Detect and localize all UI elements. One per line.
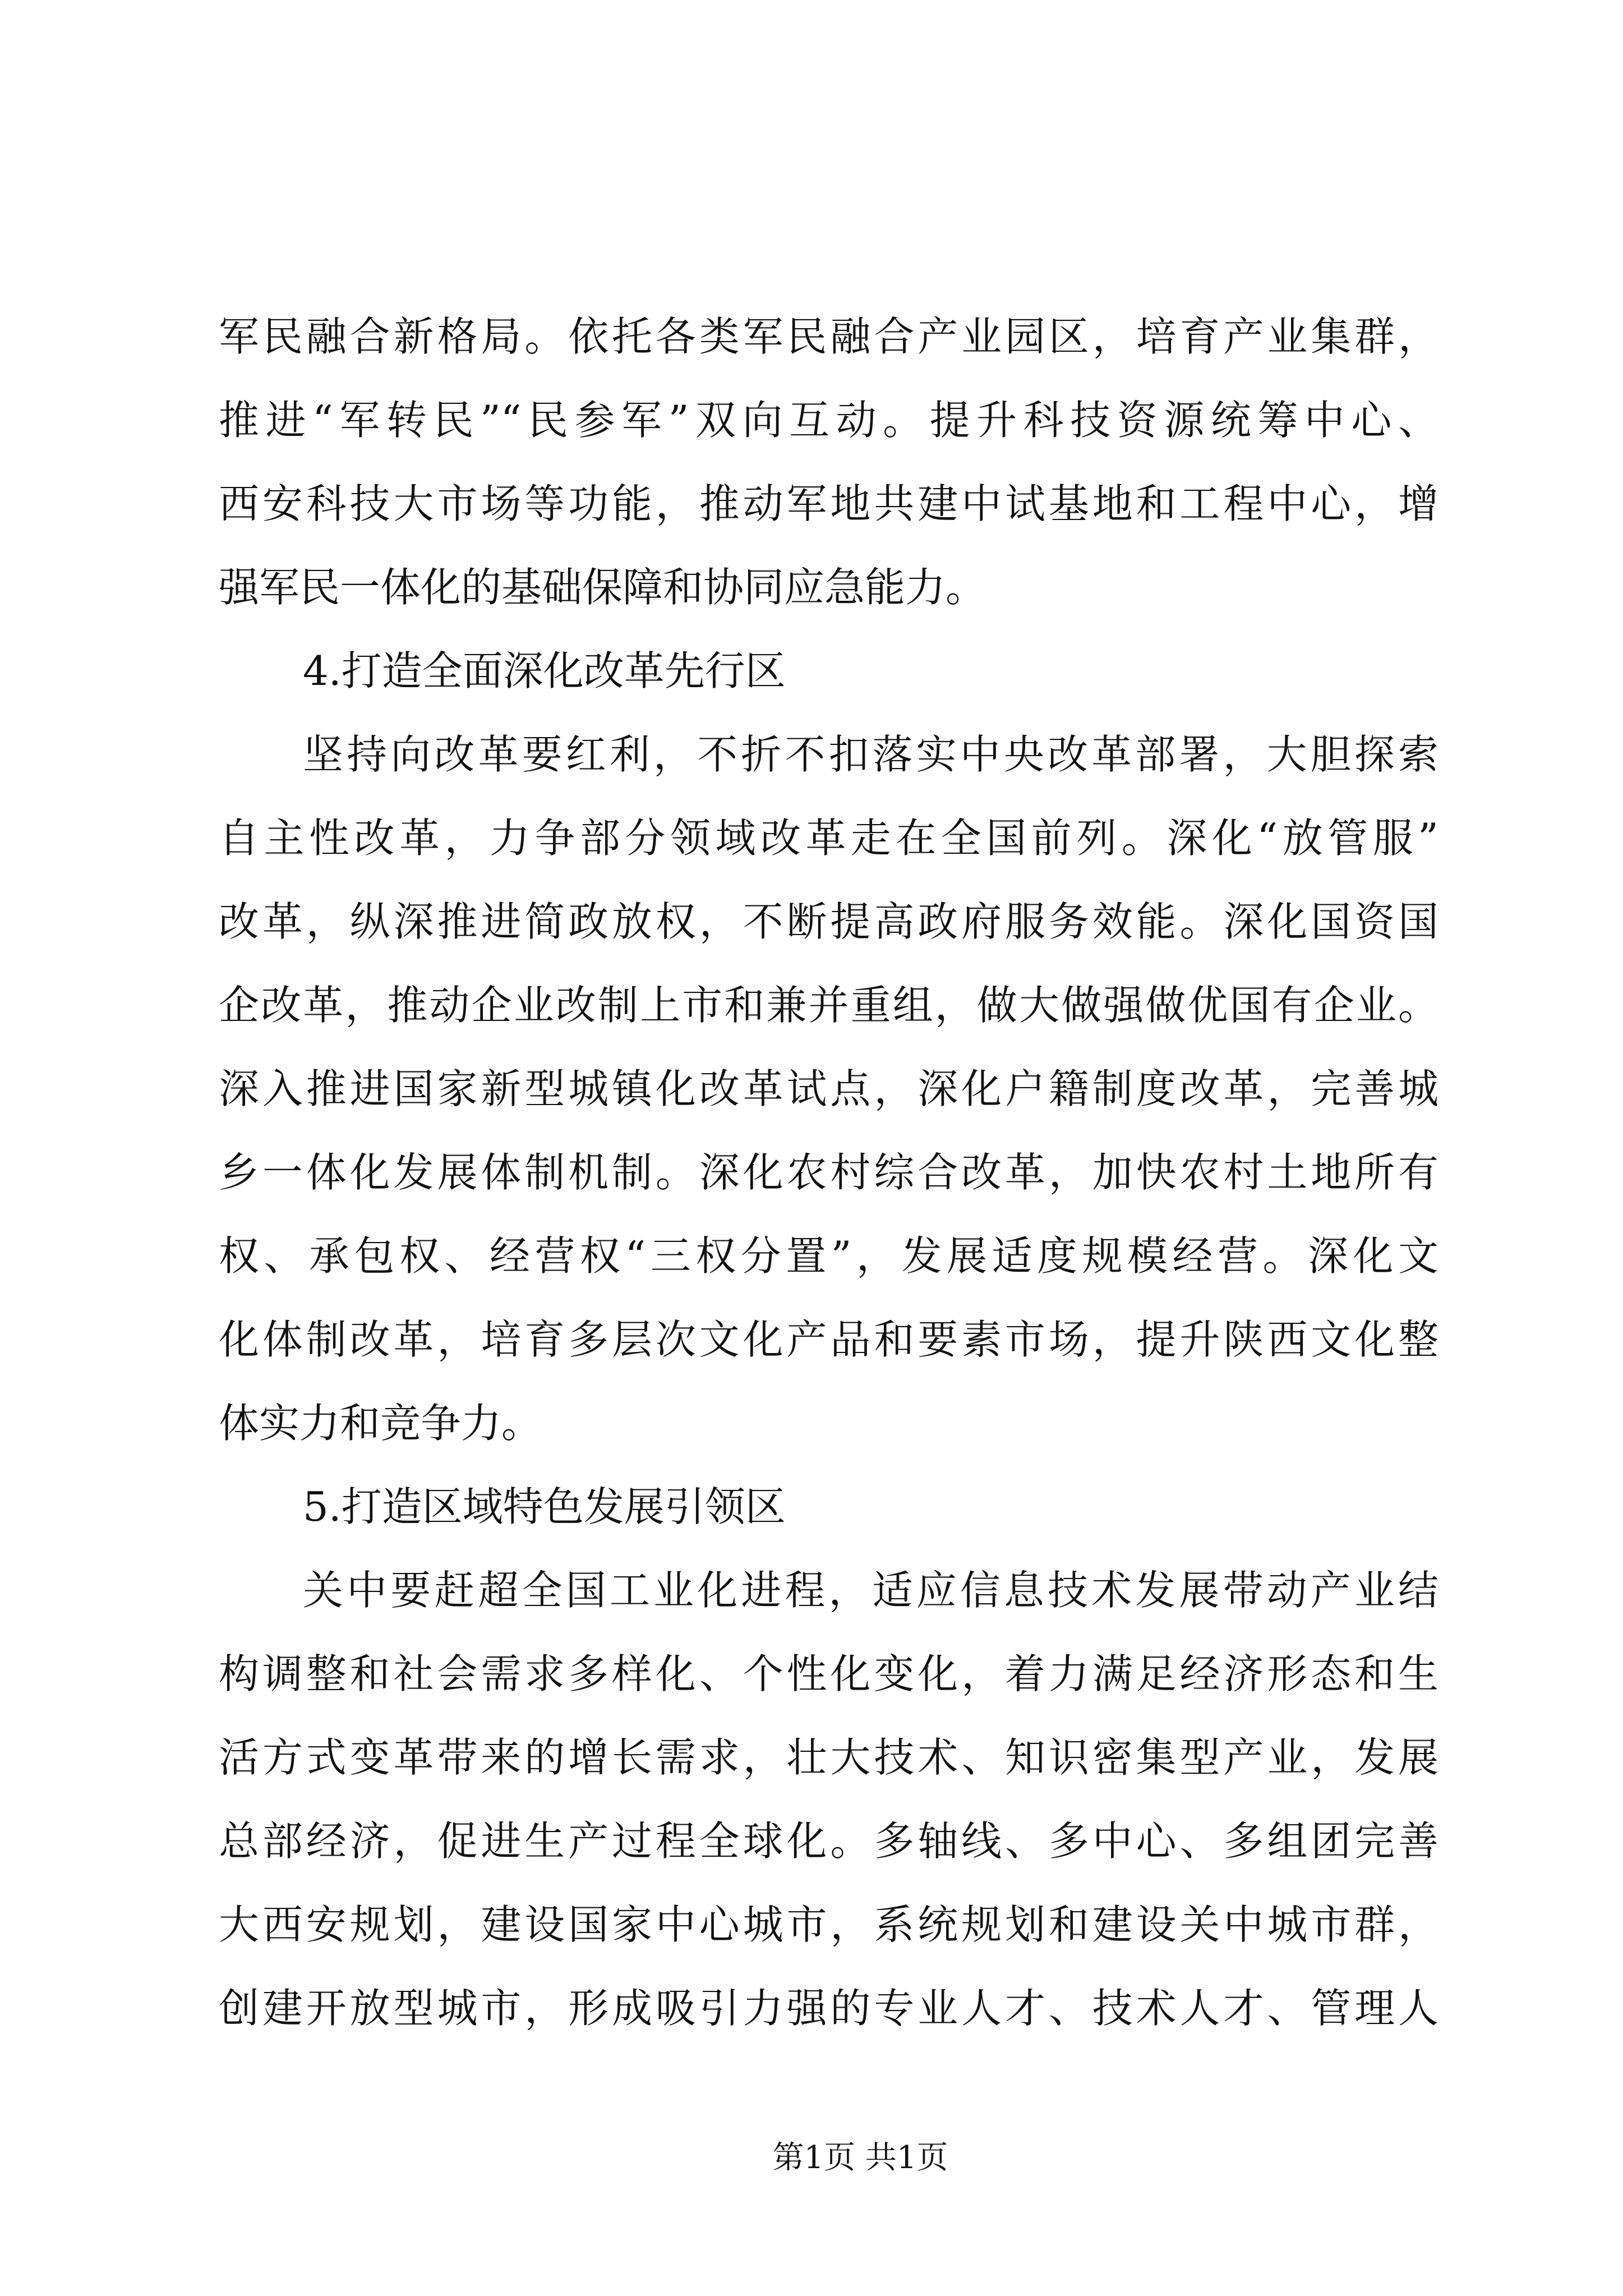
text-line: 企改革，推动企业改制上市和兼并重组，做大做强做优国有企业。 — [219, 982, 1438, 1029]
heading-text: 5.打造区域特色发展引领区 — [303, 1483, 786, 1530]
text-line: 乡一体化发展体制机制。深化农村综合改革，加快农村土地所有 — [219, 1149, 1438, 1196]
text-line: 关中要赶超全国工业化进程，适应信息技术发展带动产业结 — [303, 1567, 1438, 1614]
text-line: 深入推进国家新型城镇化改革试点，深化户籍制度改革，完善城 — [219, 1065, 1438, 1112]
paragraph-reform — [219, 713, 1438, 1465]
text-line: 坚持向改革要红利，不折不扣落实中央改革部署，大胆探索 — [303, 731, 1438, 778]
page-footer — [720, 2138, 1000, 2178]
text-line: 西安科技大市场等功能，推动军地共建中试基地和工程中心，增 — [219, 480, 1438, 527]
text-line: 化体制改革，培育多层次文化产品和要素市场，提升陕西文化整 — [219, 1316, 1438, 1363]
text-line: 体实力和竞争力。 — [219, 1400, 542, 1447]
paragraph-continuation — [219, 295, 1438, 629]
text-line: 自主性改革，力争部分领域改革走在全国前列。深化“放管服” — [219, 815, 1438, 862]
text-line: 总部经济，促进生产过程全球化。多轴线、多中心、多组团完善 — [219, 1818, 1438, 1865]
section-heading-5 — [219, 1465, 1438, 1549]
text-line: 构调整和社会需求多样化、个性化变化，着力满足经济形态和生 — [219, 1650, 1438, 1697]
document-body — [219, 295, 1438, 2050]
text-line: 权、承包权、经营权“三权分置”，发展适度规模经营。深化文 — [219, 1232, 1438, 1280]
page-number-label: 第1页 共1页 — [772, 2139, 948, 2176]
heading-text: 4.打造全面深化改革先行区 — [303, 647, 786, 694]
section-heading-4 — [219, 629, 1438, 713]
text-line: 活方式变革带来的增长需求，壮大技术、知识密集型产业，发展 — [219, 1734, 1438, 1781]
paragraph-regional — [219, 1549, 1438, 2050]
text-line: 推进“军转民”“民参军”双向互动。提升科技资源统筹中心、 — [219, 397, 1438, 444]
text-line: 强军民一体化的基础保障和协同应急能力。 — [219, 564, 986, 611]
text-line: 军民融合新格局。依托各类军民融合产业园区，培育产业集群， — [219, 313, 1438, 360]
text-line: 改革，纵深推进简政放权，不断提高政府服务效能。深化国资国 — [219, 898, 1438, 945]
text-line: 大西安规划，建设国家中心城市，系统规划和建设关中城市群， — [219, 1901, 1438, 1948]
text-line: 创建开放型城市，形成吸引力强的专业人才、技术人才、管理人 — [219, 1985, 1438, 2032]
